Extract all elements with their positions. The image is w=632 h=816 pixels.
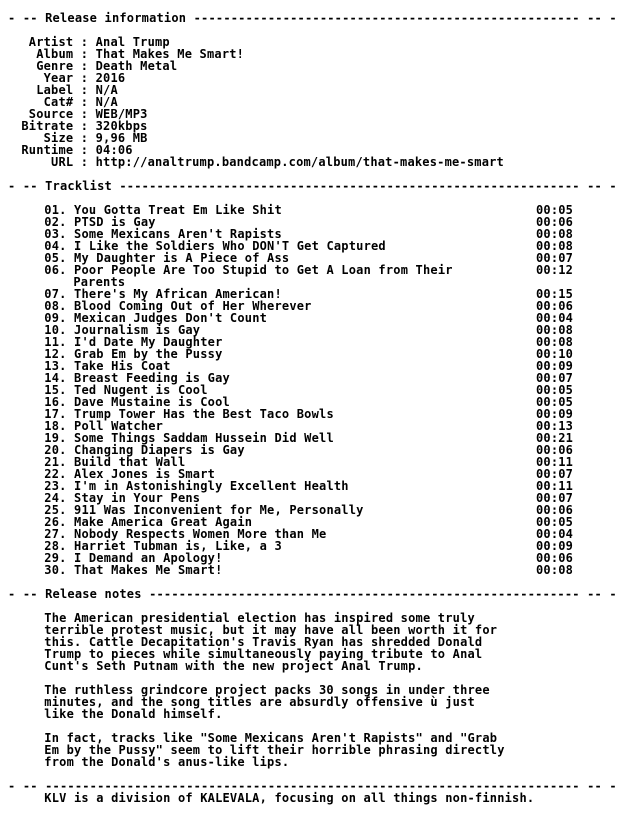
track-title: Trump Tower Has the Best Taco Bowls bbox=[74, 407, 334, 421]
release-note-line: Cunt's Seth Putnam with the new project Anal Trump. bbox=[44, 659, 423, 673]
track-number: 07. bbox=[44, 287, 67, 301]
track-title: Changing Diapers is Gay bbox=[74, 443, 245, 457]
track-title: Take His Coat bbox=[74, 359, 171, 373]
track-title: Alex Jones is Smart bbox=[74, 467, 216, 481]
release-note-line: In fact, tracks like "Some Mexicans Aren't Rapists" and "Grab bbox=[44, 731, 498, 745]
release-note-line: minutes, and the song titles are absurdly offensive ù just bbox=[44, 695, 475, 709]
info-separator: : bbox=[73, 155, 96, 169]
track-duration: 00:07 bbox=[535, 467, 574, 481]
info-separator: : bbox=[73, 83, 96, 97]
track-duration: 00:05 bbox=[535, 383, 574, 397]
release-note-line: Trump to pieces while simultaneously paying tribute to Anal bbox=[44, 647, 483, 661]
track-title: Make America Great Again bbox=[74, 515, 253, 529]
info-separator: : bbox=[73, 131, 96, 145]
release-note-line: this. Cattle Decapitation's Travis Ryan has shredded Donald bbox=[44, 635, 483, 649]
info-value: 9,96 MB bbox=[95, 131, 148, 145]
info-separator: : bbox=[73, 71, 96, 85]
track-title: I'm in Astonishingly Excellent Health bbox=[74, 479, 349, 493]
track-number: 12. bbox=[44, 347, 67, 361]
info-label: Runtime bbox=[21, 143, 74, 157]
track-duration: 00:06 bbox=[535, 215, 574, 229]
track-duration: 00:07 bbox=[535, 251, 574, 265]
track-duration: 00:08 bbox=[535, 335, 574, 349]
info-label: Cat# bbox=[43, 95, 74, 109]
track-title: Dave Mustaine is Cool bbox=[74, 395, 230, 409]
release-note-line: The American presidential election has inspired some truly bbox=[44, 611, 475, 625]
track-title: Stay in Your Pens bbox=[74, 491, 201, 505]
track-number: 25. bbox=[44, 503, 67, 517]
track-duration: 00:09 bbox=[535, 359, 574, 373]
track-title: Some Mexicans Aren't Rapists bbox=[74, 227, 282, 241]
track-title: Nobody Respects Women More than Me bbox=[74, 527, 327, 541]
info-label: Source bbox=[28, 107, 74, 121]
info-value: WEB/MP3 bbox=[95, 107, 148, 121]
info-separator: : bbox=[73, 119, 96, 133]
info-label: Genre bbox=[36, 59, 74, 73]
info-label: Label bbox=[36, 83, 74, 97]
track-title: I'd Date My Daughter bbox=[74, 335, 223, 349]
track-title: Grab Em by the Pussy bbox=[74, 347, 223, 361]
track-duration: 00:09 bbox=[535, 539, 574, 553]
info-label: URL bbox=[51, 155, 74, 169]
track-duration: 00:21 bbox=[535, 431, 574, 445]
track-number: 16. bbox=[44, 395, 67, 409]
track-title: PTSD is Gay bbox=[74, 215, 156, 229]
info-value: 04:06 bbox=[95, 143, 133, 157]
track-duration: 00:08 bbox=[535, 323, 574, 337]
track-title: Mexican Judges Don't Count bbox=[74, 311, 268, 325]
track-duration: 00:15 bbox=[535, 287, 574, 301]
track-duration: 00:06 bbox=[535, 299, 574, 313]
info-value: N/A bbox=[95, 95, 118, 109]
track-title: I Like the Soldiers Who DON'T Get Captured bbox=[74, 239, 386, 253]
track-number: 19. bbox=[44, 431, 67, 445]
track-duration: 00:04 bbox=[535, 311, 574, 325]
track-title: Build that Wall bbox=[74, 455, 186, 469]
info-value: 2016 bbox=[95, 71, 126, 85]
info-label: Bitrate bbox=[21, 119, 74, 133]
release-note-line: The ruthless grindcore project packs 30 songs in under three bbox=[44, 683, 490, 697]
info-value: http://analtrump.bandcamp.com/album/that-makes-me-smart bbox=[95, 155, 504, 169]
track-title: My Daughter is A Piece of Ass bbox=[74, 251, 290, 265]
track-title: Ted Nugent is Cool bbox=[74, 383, 208, 397]
track-number: 04. bbox=[44, 239, 67, 253]
track-title: That Makes Me Smart! bbox=[74, 563, 223, 577]
track-title: Some Things Saddam Hussein Did Well bbox=[74, 431, 334, 445]
track-number: 08. bbox=[44, 299, 67, 313]
track-duration: 00:13 bbox=[535, 419, 574, 433]
track-number: 05. bbox=[44, 251, 67, 265]
track-duration: 00:04 bbox=[535, 527, 574, 541]
track-number: 10. bbox=[44, 323, 67, 337]
track-title: Poor People Are Too Stupid to Get A Loan from Their bbox=[74, 263, 453, 277]
release-note-line: from the Donald's anus-like lips. bbox=[44, 755, 290, 769]
track-number: 15. bbox=[44, 383, 67, 397]
track-duration: 00:06 bbox=[535, 503, 574, 517]
track-title: Harriet Tubman is, Like, a 3 bbox=[74, 539, 282, 553]
track-number: 24. bbox=[44, 491, 67, 505]
info-value: 320kbps bbox=[95, 119, 148, 133]
track-title: Breast Feeding is Gay bbox=[74, 371, 230, 385]
track-duration: 00:09 bbox=[535, 407, 574, 421]
track-duration: 00:08 bbox=[535, 227, 574, 241]
track-duration: 00:05 bbox=[535, 515, 574, 529]
track-number: 27. bbox=[44, 527, 67, 541]
info-value: That Makes Me Smart! bbox=[95, 47, 245, 61]
track-duration: 00:11 bbox=[535, 455, 574, 469]
track-number: 18. bbox=[44, 419, 67, 433]
track-number: 23. bbox=[44, 479, 67, 493]
track-duration: 00:06 bbox=[535, 443, 574, 457]
info-separator: : bbox=[73, 59, 96, 73]
section-header-release-info: - -- Release information ---------------------------------------------------- -- - bbox=[8, 11, 617, 25]
release-note-line: terrible protest music, but it may have all been worth it for bbox=[44, 623, 498, 637]
info-separator: : bbox=[73, 143, 96, 157]
track-title: Poll Watcher bbox=[74, 419, 164, 433]
track-number: 29. bbox=[44, 551, 67, 565]
info-separator: : bbox=[73, 47, 96, 61]
track-duration: 00:06 bbox=[535, 551, 574, 565]
track-row bbox=[44, 563, 574, 577]
footer-divider: - -- ------------------------------------------------------------------------ -- - bbox=[8, 779, 617, 793]
track-number: 01. bbox=[44, 203, 67, 217]
track-number: 09. bbox=[44, 311, 67, 325]
info-label: Artist bbox=[28, 35, 74, 49]
info-value: Death Metal bbox=[95, 59, 178, 73]
track-duration: 00:08 bbox=[535, 563, 574, 577]
track-duration: 00:07 bbox=[535, 371, 574, 385]
section-header-release-notes: - -- Release notes ---------------------------------------------------------- -- - bbox=[8, 587, 617, 601]
info-label: Size bbox=[43, 131, 74, 145]
info-separator: : bbox=[73, 35, 96, 49]
track-duration: 00:05 bbox=[535, 203, 574, 217]
track-title: You Gotta Treat Em Like Shit bbox=[74, 203, 282, 217]
track-number: 14. bbox=[44, 371, 67, 385]
track-number: 02. bbox=[44, 215, 67, 229]
track-title-continued: Parents bbox=[73, 275, 126, 289]
footer-text: KLV is a division of KALEVALA, focusing on all things non-finnish. bbox=[44, 791, 535, 805]
section-header-tracklist: - -- Tracklist -------------------------------------------------------------- -- - bbox=[8, 179, 617, 193]
track-title: I Demand an Apology! bbox=[74, 551, 223, 565]
info-row bbox=[8, 156, 504, 168]
track-number: 21. bbox=[44, 455, 67, 469]
info-label: Album bbox=[36, 47, 74, 61]
track-number: 20. bbox=[44, 443, 67, 457]
track-number: 17. bbox=[44, 407, 67, 421]
track-number: 22. bbox=[44, 467, 67, 481]
track-duration: 00:10 bbox=[535, 347, 574, 361]
track-duration: 00:12 bbox=[535, 263, 574, 277]
track-number: 28. bbox=[44, 539, 67, 553]
track-number: 11. bbox=[44, 335, 67, 349]
release-note-line: Em by the Pussy" seem to lift their horrible phrasing directly bbox=[44, 743, 505, 757]
track-number: 13. bbox=[44, 359, 67, 373]
track-duration: 00:11 bbox=[535, 479, 574, 493]
track-title: There's My African American! bbox=[74, 287, 282, 301]
track-number: 30. bbox=[44, 563, 67, 577]
track-duration: 00:07 bbox=[535, 491, 574, 505]
track-duration: 00:05 bbox=[535, 395, 574, 409]
release-note-line: like the Donald himself. bbox=[44, 707, 223, 721]
track-number: 03. bbox=[44, 227, 67, 241]
track-title: 911 Was Inconvenient for Me, Personally bbox=[74, 503, 364, 517]
track-number: 06. bbox=[44, 263, 67, 277]
track-number: 26. bbox=[44, 515, 67, 529]
track-title: Blood Coming Out of Her Wherever bbox=[74, 299, 312, 313]
info-value: N/A bbox=[95, 83, 118, 97]
info-separator: : bbox=[73, 107, 96, 121]
info-label: Year bbox=[43, 71, 74, 85]
track-title: Journalism is Gay bbox=[74, 323, 201, 337]
info-separator: : bbox=[73, 95, 96, 109]
info-value: Anal Trump bbox=[95, 35, 170, 49]
track-duration: 00:08 bbox=[535, 239, 574, 253]
